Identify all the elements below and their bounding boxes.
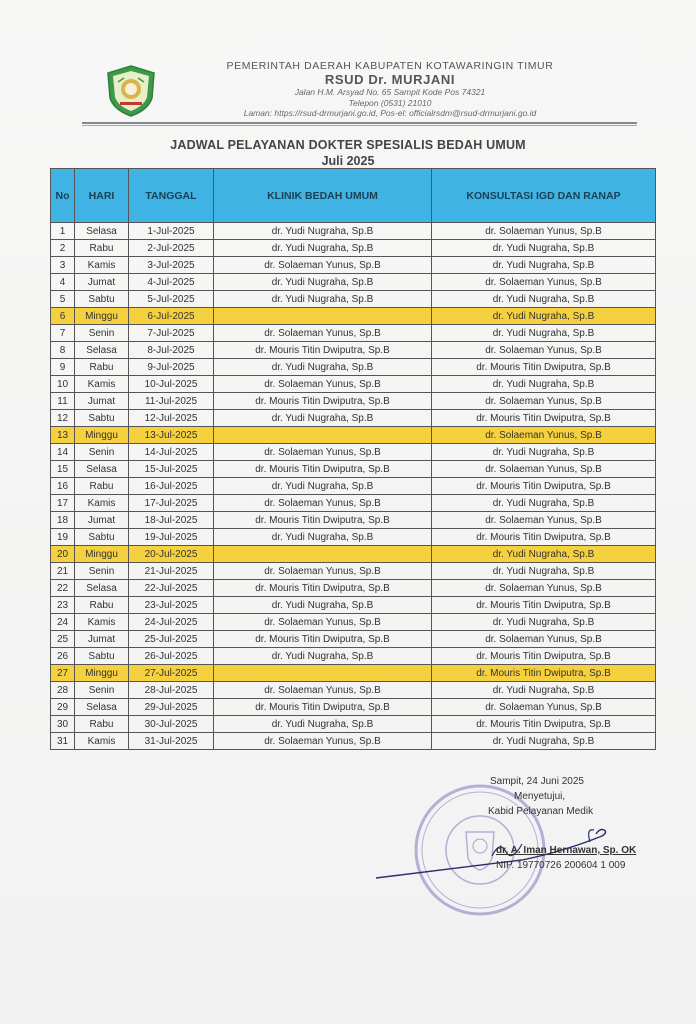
- cell-klinik: dr. Solaeman Yunus, Sp.B: [214, 682, 432, 699]
- table-row: [51, 461, 656, 478]
- cell-day: Rabu: [75, 478, 129, 495]
- cell-no: 1: [51, 223, 75, 240]
- cell-date: 29-Jul-2025: [129, 699, 214, 716]
- cell-klinik: dr. Yudi Nugraha, Sp.B: [214, 223, 432, 240]
- cell-day: Jumat: [75, 512, 129, 529]
- signature-role: Kabid Pelayanan Medik: [488, 806, 594, 817]
- cell-day: Senin: [75, 444, 129, 461]
- cell-klinik: [214, 308, 432, 325]
- cell-date: 4-Jul-2025: [129, 274, 214, 291]
- table-row: [51, 495, 656, 512]
- cell-no: 19: [51, 529, 75, 546]
- header-date: TANGGAL: [129, 169, 214, 223]
- cell-no: 14: [51, 444, 75, 461]
- cell-day: Kamis: [75, 614, 129, 631]
- cell-klinik: dr. Mouris Titin Dwiputra, Sp.B: [214, 580, 432, 597]
- cell-igd: dr. Mouris Titin Dwiputra, Sp.B: [432, 478, 656, 495]
- cell-date: 24-Jul-2025: [129, 614, 214, 631]
- table-row: [51, 359, 656, 376]
- cell-day: Selasa: [75, 461, 129, 478]
- cell-date: 8-Jul-2025: [129, 342, 214, 359]
- table-row: [51, 223, 656, 240]
- cell-igd: dr. Solaeman Yunus, Sp.B: [432, 427, 656, 444]
- cell-igd: dr. Solaeman Yunus, Sp.B: [432, 699, 656, 716]
- cell-date: 9-Jul-2025: [129, 359, 214, 376]
- table-row: [51, 512, 656, 529]
- hospital-contact: Laman: https://rsud-drmurjani.go.id, Pos-el: officialrsdm@rsud-drmurjani.go.id: [243, 108, 537, 118]
- table-row: [51, 257, 656, 274]
- table-row: [51, 376, 656, 393]
- cell-klinik: dr. Solaeman Yunus, Sp.B: [214, 563, 432, 580]
- cell-day: Minggu: [75, 665, 129, 682]
- cell-igd: dr. Solaeman Yunus, Sp.B: [432, 580, 656, 597]
- cell-igd: dr. Mouris Titin Dwiputra, Sp.B: [432, 597, 656, 614]
- cell-date: 2-Jul-2025: [129, 240, 214, 257]
- cell-date: 23-Jul-2025: [129, 597, 214, 614]
- cell-klinik: dr. Yudi Nugraha, Sp.B: [214, 291, 432, 308]
- cell-no: 30: [51, 716, 75, 733]
- cell-day: Sabtu: [75, 291, 129, 308]
- cell-no: 3: [51, 257, 75, 274]
- cell-day: Sabtu: [75, 410, 129, 427]
- cell-no: 26: [51, 648, 75, 665]
- cell-no: 7: [51, 325, 75, 342]
- header-igd: KONSULTASI IGD DAN RANAP: [432, 169, 656, 223]
- cell-igd: dr. Solaeman Yunus, Sp.B: [432, 631, 656, 648]
- cell-date: 13-Jul-2025: [129, 427, 214, 444]
- cell-no: 29: [51, 699, 75, 716]
- cell-igd: dr. Yudi Nugraha, Sp.B: [432, 563, 656, 580]
- cell-no: 28: [51, 682, 75, 699]
- cell-no: 8: [51, 342, 75, 359]
- cell-igd: dr. Solaeman Yunus, Sp.B: [432, 512, 656, 529]
- cell-date: 30-Jul-2025: [129, 716, 214, 733]
- cell-no: 13: [51, 427, 75, 444]
- cell-igd: dr. Yudi Nugraha, Sp.B: [432, 733, 656, 750]
- cell-no: 18: [51, 512, 75, 529]
- table-row: [51, 342, 656, 359]
- cell-klinik: dr. Yudi Nugraha, Sp.B: [214, 410, 432, 427]
- table-row: [51, 291, 656, 308]
- table-row: [51, 665, 656, 682]
- cell-igd: dr. Mouris Titin Dwiputra, Sp.B: [432, 648, 656, 665]
- cell-date: 20-Jul-2025: [129, 546, 214, 563]
- table-row: [51, 699, 656, 716]
- cell-day: Minggu: [75, 546, 129, 563]
- cell-no: 16: [51, 478, 75, 495]
- table-row: [51, 546, 656, 563]
- cell-igd: dr. Mouris Titin Dwiputra, Sp.B: [432, 410, 656, 427]
- government-name: PEMERINTAH DAERAH KABUPATEN KOTAWARINGIN TIMUR: [226, 60, 554, 72]
- table-row: [51, 444, 656, 461]
- table-row: [51, 308, 656, 325]
- cell-igd: dr. Yudi Nugraha, Sp.B: [432, 257, 656, 274]
- cell-igd: dr. Yudi Nugraha, Sp.B: [432, 325, 656, 342]
- cell-klinik: dr. Yudi Nugraha, Sp.B: [214, 274, 432, 291]
- cell-klinik: dr. Yudi Nugraha, Sp.B: [214, 529, 432, 546]
- cell-day: Senin: [75, 682, 129, 699]
- signature-approval: Menyetujui,: [514, 791, 566, 802]
- cell-date: 14-Jul-2025: [129, 444, 214, 461]
- cell-day: Rabu: [75, 597, 129, 614]
- cell-day: Rabu: [75, 716, 129, 733]
- cell-day: Sabtu: [75, 529, 129, 546]
- cell-no: 15: [51, 461, 75, 478]
- cell-day: Kamis: [75, 733, 129, 750]
- cell-date: 28-Jul-2025: [129, 682, 214, 699]
- cell-no: 23: [51, 597, 75, 614]
- cell-date: 1-Jul-2025: [129, 223, 214, 240]
- table-row: [51, 563, 656, 580]
- cell-igd: dr. Yudi Nugraha, Sp.B: [432, 546, 656, 563]
- signature-name: dr. A. Iman Hernawan, Sp. OK: [496, 845, 637, 856]
- cell-no: 17: [51, 495, 75, 512]
- cell-no: 2: [51, 240, 75, 257]
- cell-date: 3-Jul-2025: [129, 257, 214, 274]
- document-month: Juli 2025: [321, 154, 375, 168]
- cell-date: 10-Jul-2025: [129, 376, 214, 393]
- cell-klinik: dr. Solaeman Yunus, Sp.B: [214, 325, 432, 342]
- cell-date: 18-Jul-2025: [129, 512, 214, 529]
- cell-day: Selasa: [75, 699, 129, 716]
- schedule-body: [51, 223, 656, 750]
- cell-date: 27-Jul-2025: [129, 665, 214, 682]
- cell-no: 22: [51, 580, 75, 597]
- table-row: [51, 682, 656, 699]
- cell-no: 12: [51, 410, 75, 427]
- table-row: [51, 716, 656, 733]
- signature-place-date: Sampit, 24 Juni 2025: [490, 776, 584, 787]
- cell-klinik: dr. Yudi Nugraha, Sp.B: [214, 359, 432, 376]
- letterhead-divider: [82, 122, 637, 126]
- table-row: [51, 648, 656, 665]
- table-header-row: [51, 169, 656, 223]
- cell-igd: dr. Yudi Nugraha, Sp.B: [432, 444, 656, 461]
- cell-klinik: dr. Mouris Titin Dwiputra, Sp.B: [214, 631, 432, 648]
- cell-day: Rabu: [75, 359, 129, 376]
- cell-klinik: dr. Solaeman Yunus, Sp.B: [214, 376, 432, 393]
- cell-igd: dr. Yudi Nugraha, Sp.B: [432, 682, 656, 699]
- cell-klinik: dr. Solaeman Yunus, Sp.B: [214, 614, 432, 631]
- cell-day: Jumat: [75, 274, 129, 291]
- table-row: [51, 274, 656, 291]
- cell-day: Sabtu: [75, 648, 129, 665]
- cell-igd: dr. Yudi Nugraha, Sp.B: [432, 376, 656, 393]
- cell-day: Rabu: [75, 240, 129, 257]
- cell-klinik: dr. Mouris Titin Dwiputra, Sp.B: [214, 342, 432, 359]
- cell-klinik: dr. Yudi Nugraha, Sp.B: [214, 478, 432, 495]
- cell-date: 12-Jul-2025: [129, 410, 214, 427]
- table-row: [51, 597, 656, 614]
- cell-date: 22-Jul-2025: [129, 580, 214, 597]
- cell-igd: dr. Mouris Titin Dwiputra, Sp.B: [432, 359, 656, 376]
- table-row: [51, 240, 656, 257]
- cell-klinik: dr. Mouris Titin Dwiputra, Sp.B: [214, 461, 432, 478]
- cell-date: 15-Jul-2025: [129, 461, 214, 478]
- cell-date: 11-Jul-2025: [129, 393, 214, 410]
- cell-date: 17-Jul-2025: [129, 495, 214, 512]
- cell-no: 10: [51, 376, 75, 393]
- cell-day: Jumat: [75, 393, 129, 410]
- table-row: [51, 427, 656, 444]
- cell-day: Selasa: [75, 580, 129, 597]
- header-no: No: [51, 169, 75, 223]
- table-row: [51, 529, 656, 546]
- table-row: [51, 580, 656, 597]
- cell-igd: dr. Solaeman Yunus, Sp.B: [432, 461, 656, 478]
- cell-igd: dr. Mouris Titin Dwiputra, Sp.B: [432, 716, 656, 733]
- cell-day: Kamis: [75, 376, 129, 393]
- cell-klinik: dr. Mouris Titin Dwiputra, Sp.B: [214, 699, 432, 716]
- cell-day: Minggu: [75, 427, 129, 444]
- cell-day: Kamis: [75, 495, 129, 512]
- cell-no: 9: [51, 359, 75, 376]
- cell-date: 6-Jul-2025: [129, 308, 214, 325]
- header-day: HARI: [75, 169, 129, 223]
- cell-date: 25-Jul-2025: [129, 631, 214, 648]
- cell-no: 25: [51, 631, 75, 648]
- letterhead: [150, 60, 630, 119]
- cell-klinik: dr. Yudi Nugraha, Sp.B: [214, 597, 432, 614]
- cell-date: 5-Jul-2025: [129, 291, 214, 308]
- table-row: [51, 614, 656, 631]
- cell-igd: dr. Mouris Titin Dwiputra, Sp.B: [432, 665, 656, 682]
- cell-no: 20: [51, 546, 75, 563]
- cell-no: 11: [51, 393, 75, 410]
- cell-klinik: dr. Mouris Titin Dwiputra, Sp.B: [214, 512, 432, 529]
- cell-date: 19-Jul-2025: [129, 529, 214, 546]
- cell-klinik: dr. Solaeman Yunus, Sp.B: [214, 733, 432, 750]
- cell-igd: dr. Yudi Nugraha, Sp.B: [432, 308, 656, 325]
- cell-klinik: [214, 665, 432, 682]
- table-row: [51, 325, 656, 342]
- hospital-address: Jalan H.M. Arsyad No. 65 Sampit Kode Pos 74321: [294, 87, 486, 97]
- cell-igd: dr. Yudi Nugraha, Sp.B: [432, 291, 656, 308]
- signature-nip: NIP. 19770726 200604 1 009: [496, 860, 626, 871]
- cell-day: Kamis: [75, 257, 129, 274]
- cell-klinik: dr. Solaeman Yunus, Sp.B: [214, 257, 432, 274]
- cell-no: 21: [51, 563, 75, 580]
- signature-block: [486, 774, 666, 873]
- cell-no: 24: [51, 614, 75, 631]
- cell-day: Selasa: [75, 342, 129, 359]
- cell-date: 21-Jul-2025: [129, 563, 214, 580]
- cell-day: Senin: [75, 563, 129, 580]
- cell-date: 7-Jul-2025: [129, 325, 214, 342]
- cell-no: 31: [51, 733, 75, 750]
- cell-klinik: dr. Yudi Nugraha, Sp.B: [214, 716, 432, 733]
- cell-day: Minggu: [75, 308, 129, 325]
- cell-igd: dr. Solaeman Yunus, Sp.B: [432, 223, 656, 240]
- cell-klinik: dr. Solaeman Yunus, Sp.B: [214, 495, 432, 512]
- table-row: [51, 631, 656, 648]
- cell-no: 6: [51, 308, 75, 325]
- cell-date: 16-Jul-2025: [129, 478, 214, 495]
- header-klinik: KLINIK BEDAH UMUM: [214, 169, 432, 223]
- document-title: JADWAL PELAYANAN DOKTER SPESIALIS BEDAH UMUM: [170, 138, 526, 152]
- cell-date: 26-Jul-2025: [129, 648, 214, 665]
- cell-klinik: dr. Yudi Nugraha, Sp.B: [214, 648, 432, 665]
- cell-igd: dr. Yudi Nugraha, Sp.B: [432, 240, 656, 257]
- cell-date: 31-Jul-2025: [129, 733, 214, 750]
- cell-igd: dr. Solaeman Yunus, Sp.B: [432, 274, 656, 291]
- cell-igd: dr. Yudi Nugraha, Sp.B: [432, 495, 656, 512]
- cell-klinik: dr. Mouris Titin Dwiputra, Sp.B: [214, 393, 432, 410]
- cell-day: Jumat: [75, 631, 129, 648]
- table-row: [51, 393, 656, 410]
- cell-day: Selasa: [75, 223, 129, 240]
- cell-klinik: dr. Yudi Nugraha, Sp.B: [214, 240, 432, 257]
- cell-klinik: [214, 427, 432, 444]
- cell-klinik: dr. Solaeman Yunus, Sp.B: [214, 444, 432, 461]
- cell-no: 27: [51, 665, 75, 682]
- hospital-name: RSUD Dr. MURJANI: [324, 72, 456, 87]
- table-row: [51, 733, 656, 750]
- hospital-phone: Telepon (0531) 21010: [348, 97, 432, 108]
- cell-igd: dr. Yudi Nugraha, Sp.B: [432, 614, 656, 631]
- cell-igd: dr. Mouris Titin Dwiputra, Sp.B: [432, 529, 656, 546]
- schedule-table: [50, 168, 656, 750]
- table-row: [51, 478, 656, 495]
- cell-igd: dr. Solaeman Yunus, Sp.B: [432, 342, 656, 359]
- cell-igd: dr. Solaeman Yunus, Sp.B: [432, 393, 656, 410]
- cell-klinik: [214, 546, 432, 563]
- table-row: [51, 410, 656, 427]
- cell-day: Senin: [75, 325, 129, 342]
- cell-no: 5: [51, 291, 75, 308]
- cell-no: 4: [51, 274, 75, 291]
